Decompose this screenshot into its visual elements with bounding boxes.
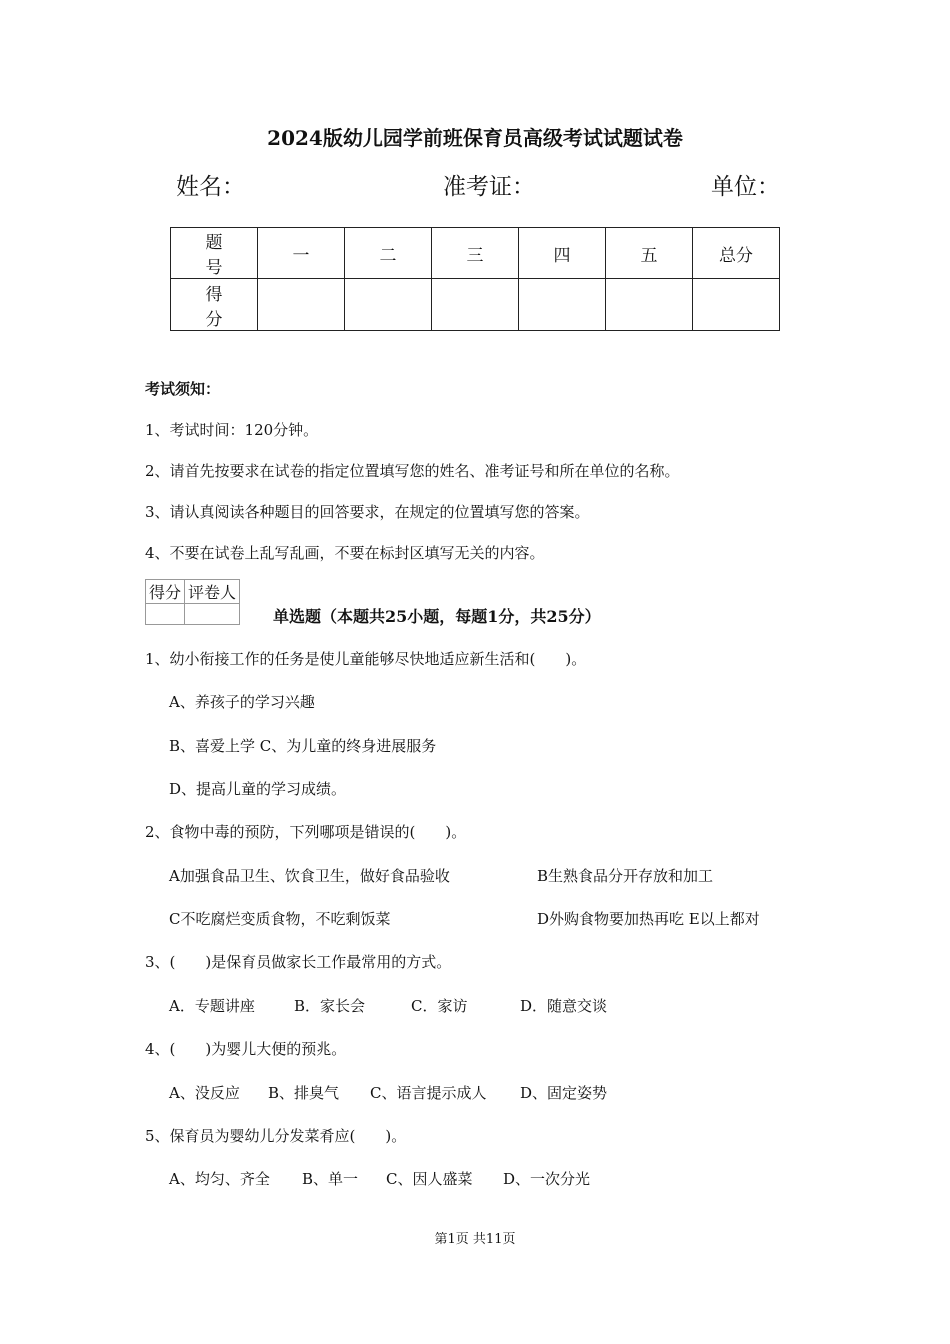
question-2-option-b: B生熟食品分开存放和加工 [537, 867, 714, 885]
section-title: 单选题（本题共25小题，每题1分，共25分） [273, 607, 601, 626]
question-3-stem: 3、( )是保育员做家长工作最常用的方式。 [145, 953, 452, 971]
score-cell-2[interactable] [345, 279, 432, 331]
question-5-option-b: B、单一 [302, 1170, 359, 1188]
question-5-option-d: D、一次分光 [503, 1170, 591, 1188]
question-4-option-c: C、语言提示成人 [370, 1084, 487, 1102]
question-1-stem: 1、幼小衔接工作的任务是使儿童能够尽快地适应新生活和( )。 [145, 650, 587, 668]
question-5-stem: 5、保育员为婴幼儿分发菜肴应( )。 [145, 1127, 407, 1145]
name-label: 姓名： [176, 174, 245, 200]
question-4-option-a: A、没反应 [169, 1084, 240, 1102]
notice-item-1: 1、考试时间：120分钟。 [145, 421, 319, 439]
page-footer: 第1页 共11页 [434, 1232, 516, 1247]
notice-item-4: 4、不要在试卷上乱写乱画，不要在标封区填写无关的内容。 [145, 544, 545, 562]
score-cell-total[interactable] [693, 279, 780, 331]
notice-item-2: 2、请首先按要求在试卷的指定位置填写您的姓名、准考证号和所在单位的名称。 [145, 462, 680, 480]
question-2-stem: 2、食物中毒的预防，下列哪项是错误的( )。 [145, 823, 467, 841]
unit-label: 单位： [711, 174, 780, 200]
score-cell-3[interactable] [432, 279, 519, 331]
header-section-3: 三 [432, 228, 519, 279]
score-table-header-row [171, 228, 780, 279]
question-3-option-a: A．专题讲座 [169, 997, 255, 1015]
question-2-option-a: A加强食品卫生、饮食卫生，做好食品验收 [169, 867, 450, 885]
reviewer-score-cell[interactable] [146, 604, 185, 625]
question-1-option-d: D、提高儿童的学习成绩。 [169, 780, 347, 798]
score-table [170, 227, 780, 331]
score-table-score-row [171, 279, 780, 331]
question-3-option-c: C．家访 [411, 997, 468, 1015]
notice-item-3: 3、请认真阅读各种题目的回答要求，在规定的位置填写您的答案。 [145, 503, 590, 521]
header-section-5: 五 [606, 228, 693, 279]
question-1-option-a: A、养孩子的学习兴趣 [169, 693, 315, 711]
question-1-option-bc: B、喜爱上学 C、为儿童的终身进展服务 [169, 737, 437, 755]
reviewer-name-cell[interactable] [185, 604, 240, 625]
row-label-score: 得 分 [171, 279, 258, 331]
notice-heading: 考试须知： [145, 380, 221, 398]
question-4-option-b: B、排臭气 [268, 1084, 340, 1102]
header-section-1: 一 [258, 228, 345, 279]
score-cell-1[interactable] [258, 279, 345, 331]
score-cell-5[interactable] [606, 279, 693, 331]
header-section-2: 二 [345, 228, 432, 279]
exam-number-label: 准考证： [443, 174, 535, 200]
question-4-option-d: D、固定姿势 [520, 1084, 608, 1102]
header-total: 总分 [693, 228, 780, 279]
header-question-number: 题 号 [171, 228, 258, 279]
reviewer-score-label: 得分 [146, 580, 185, 604]
reviewer-name-label: 评卷人 [185, 580, 240, 604]
header-section-4: 四 [519, 228, 606, 279]
page-title: 2024版幼儿园学前班保育员高级考试试题试卷 [267, 126, 683, 150]
question-2-option-c: C不吃腐烂变质食物，不吃剩饭菜 [169, 910, 391, 928]
score-cell-4[interactable] [519, 279, 606, 331]
question-5-option-a: A、均匀、齐全 [169, 1170, 270, 1188]
question-2-option-de: D外购食物要加热再吃 E以上都对 [537, 910, 760, 928]
reviewer-box [145, 579, 240, 625]
question-3-option-b: B．家长会 [294, 997, 366, 1015]
question-3-option-d: D．随意交谈 [520, 997, 608, 1015]
question-4-stem: 4、( )为婴儿大便的预兆。 [145, 1040, 347, 1058]
question-5-option-c: C、因人盛菜 [386, 1170, 473, 1188]
